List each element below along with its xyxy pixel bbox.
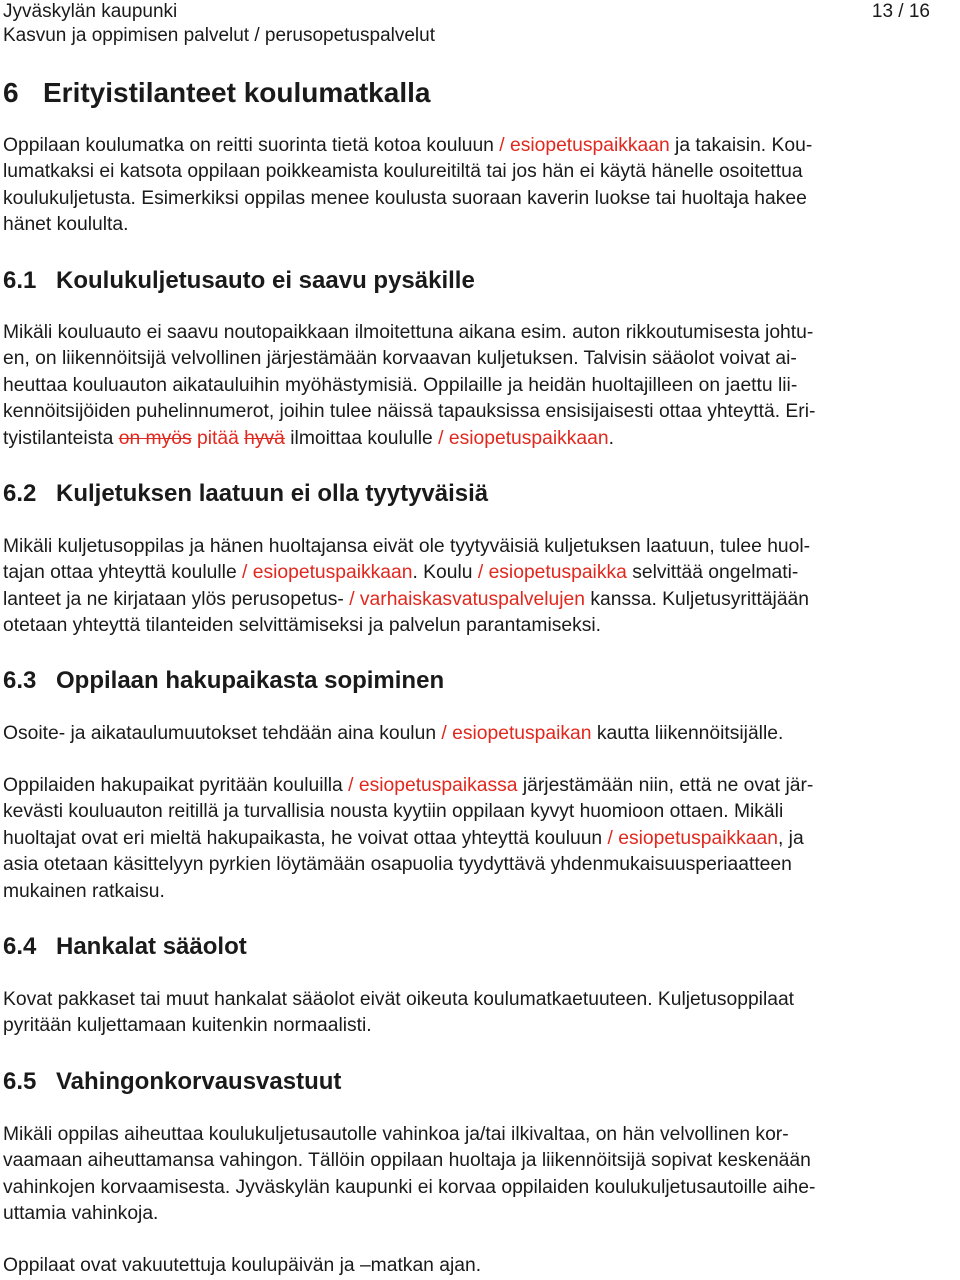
text-run: uttamia vahinkoja. — [3, 1203, 159, 1225]
paragraph-6-5-a — [3, 1122, 958, 1228]
deleted-text: hyvä — [244, 427, 285, 449]
text-run: vaamaan aiheuttamansa vahingon. Tällöin oppilaan huoltaja ja liikennöitsijä sopivat keskenään — [3, 1150, 811, 1172]
text-line — [3, 159, 958, 185]
section-heading-6-5 — [3, 1067, 341, 1097]
text-run: koulukuljetusta. Esimerkiksi oppilas menee koulusta suoraan kaverin luokse tai huoltaja hakee — [3, 187, 807, 209]
inserted-text: / esiopetuspaikassa — [348, 775, 518, 796]
inserted-text: pitää — [196, 427, 239, 449]
text-run: kennöitsijöiden puhelinnumerot, joihin tulee näissä tapauksissa ensisijaisesti ottaa yhteyttä. Eri- — [3, 401, 816, 423]
text-line — [3, 721, 958, 747]
text-run: hänet koululta. — [3, 214, 129, 236]
text-line — [3, 879, 958, 905]
text-line — [3, 852, 958, 878]
section-number: 6 — [3, 77, 19, 108]
inserted-text: / esiopetuspaikka — [477, 562, 627, 584]
text-run: asia otetaan käsittelyyn pyrkien löytämään osapuolia tyydyttävä yhdenmukaisuusperiaatteen — [3, 854, 792, 876]
text-run: kautta liikennöitsijälle. — [591, 723, 784, 744]
deleted-text: on myös — [118, 427, 192, 449]
text-line — [3, 1175, 958, 1201]
text-run: lanteet ja ne kirjataan ylös perusopetus- — [3, 588, 350, 610]
text-line — [3, 987, 958, 1013]
text-run: Oppilaan koulumatka on reitti suorinta tietä kotoa kouluun — [3, 135, 500, 156]
text-run: mukainen ratkaisu. — [3, 880, 165, 902]
inserted-text: / varhaiskasvatuspalvelujen — [349, 588, 585, 610]
text-run: vahinkojen korvaamisesta. Jyväskylän kaupunki ei korvaa oppilaiden koulukuljetusautoille aihe- — [3, 1176, 816, 1198]
text-line — [3, 1201, 958, 1227]
paragraph-6-3-a — [3, 721, 958, 747]
text-run: Mikäli kuljetusoppilas ja hänen huoltajansa eivät ole tyytyväisiä kuljetuksen laatuun, tulee huol- — [3, 536, 811, 557]
inserted-text: / esiopetuspaikkaan — [242, 562, 413, 584]
text-line — [3, 1253, 958, 1279]
inserted-text: / esiopetuspaikan — [441, 723, 592, 744]
section-title: Koulukuljetusauto ei saavu pysäkille — [56, 267, 475, 294]
text-run: Osoite- ja aikataulumuutokset tehdään aina koulun — [3, 723, 442, 744]
paragraph-6-4 — [3, 987, 958, 1040]
text-line — [3, 426, 958, 452]
text-line — [3, 613, 958, 639]
text-run: en, on liikennöitsijä velvollinen järjestämään korvaavan kuljetuksen. Talvisin sääolot voivat ai- — [3, 348, 797, 370]
text-line — [3, 320, 958, 346]
header-organization: Jyväskylän kaupunki — [3, 1, 178, 22]
inserted-text: / esiopetuspaikkaan — [438, 427, 609, 449]
text-run: kanssa. Kuljetusyrittäjään — [585, 588, 809, 610]
text-line — [3, 1122, 958, 1148]
text-run: tyistilanteista — [3, 427, 119, 449]
text-run: Mikäli kouluauto ei saavu noutopaikkaan ilmoitettuna aikana esim. auton rikkoutumisesta johtu- — [3, 322, 814, 343]
intro-paragraph — [3, 133, 958, 239]
page-number: 13 / 16 — [871, 1, 930, 22]
text-run: pyritään kuljettamaan kuitenkin normaalisti. — [3, 1015, 372, 1037]
text-run: kevästi kouluauton reitillä ja turvallisia nousta kyytiin oppilaan kyvyt huomioon ottaen. Mikäli — [3, 801, 784, 823]
text-line — [3, 373, 958, 399]
text-line — [3, 133, 958, 159]
text-line — [3, 186, 958, 212]
text-run: järjestämään niin, että ne ovat jär- — [517, 775, 814, 796]
text-line — [3, 212, 958, 238]
section-title: Oppilaan hakupaikasta sopiminen — [56, 667, 445, 694]
text-line — [3, 826, 958, 852]
section-title: Vahingonkorvausvastuut — [56, 1068, 342, 1095]
section-heading-6 — [3, 76, 430, 110]
text-run: , ja — [777, 827, 804, 849]
text-run: tajan ottaa yhteyttä koululle — [3, 562, 243, 584]
text-run: heuttaa kouluauton aikatauluihin myöhästymisiä. Oppilaille ja heidän huoltajilleen on jaettu lii- — [3, 374, 798, 396]
text-run: Oppilaat ovat vakuutettuja koulupäivän ja –matkan ajan. — [3, 1255, 482, 1276]
text-run: Kovat pakkaset tai muut hankalat sääolot eivät oikeuta koulumatkaetuuteen. Kuljetusoppilaat — [3, 989, 795, 1010]
text-line — [3, 346, 958, 372]
text-line — [3, 534, 958, 560]
section-title: Hankalat sääolot — [56, 933, 247, 960]
inserted-text: / esiopetuspaikkaan — [607, 827, 778, 849]
text-line — [3, 587, 958, 613]
paragraph-6-1 — [3, 320, 958, 452]
section-heading-6-3 — [3, 666, 444, 696]
text-run: huoltajat ovat eri mieltä hakupaikasta, he voivat ottaa yhteyttä kouluun — [3, 827, 608, 849]
section-number: 6.5 — [3, 1068, 37, 1095]
section-heading-6-1 — [3, 266, 475, 296]
text-run: . — [608, 427, 614, 449]
paragraph-6-2 — [3, 534, 958, 640]
text-run: otetaan yhteyttä tilanteiden selvittämiseksi ja palvelun parantamiseksi. — [3, 615, 602, 637]
text-line — [3, 799, 958, 825]
section-title: Kuljetuksen laatuun ei olla tyytyväisiä — [56, 480, 489, 507]
text-line — [3, 1148, 958, 1174]
text-line — [3, 773, 958, 799]
text-line — [3, 1013, 958, 1039]
paragraph-6-3-b — [3, 773, 958, 905]
section-number: 6.3 — [3, 667, 37, 694]
text-line — [3, 560, 958, 586]
section-number: 6.2 — [3, 480, 37, 507]
header-department: Kasvun ja oppimisen palvelut / perusopetuspalvelut — [3, 25, 435, 46]
section-number: 6.1 — [3, 267, 37, 294]
section-heading-6-4 — [3, 932, 247, 962]
text-run: Mikäli oppilas aiheuttaa koulukuljetusautolle vahinkoa ja/tai ilkivaltaa, on hän velvollinen kor- — [3, 1124, 789, 1145]
text-run: ilmoittaa koululle — [284, 427, 439, 449]
text-run: ja takaisin. Kou- — [669, 135, 813, 156]
paragraph-6-5-b — [3, 1253, 958, 1279]
text-run: Oppilaiden hakupaikat pyritään kouluilla — [3, 775, 349, 796]
section-title: Erityistilanteet koulumatkalla — [43, 77, 431, 108]
text-run: selvittää ongelmati- — [626, 562, 799, 584]
text-line — [3, 399, 958, 425]
section-number: 6.4 — [3, 933, 37, 960]
text-run: lumatkaksi ei katsota oppilaan poikkeamista koulureitiltä tai jos hän ei käytä hänelle osoitettua — [3, 161, 803, 183]
text-run: . Koulu — [412, 562, 478, 584]
inserted-text: / esiopetuspaikkaan — [499, 135, 670, 156]
section-heading-6-2 — [3, 479, 488, 509]
